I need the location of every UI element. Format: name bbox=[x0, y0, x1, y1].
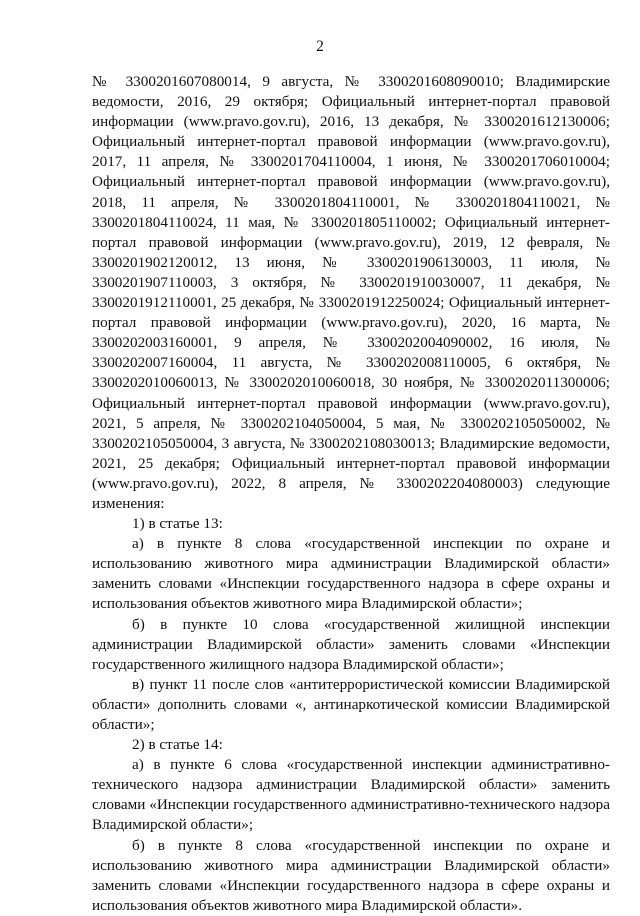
paragraph-article-13-item-a: а) в пункте 8 слова «государственной инспекции по охране и использованию животного мира администрации Владимирской области» заменить словами «Инспекции государственного надзора в сфере охраны и использования объектов животного мира Владимирской области»; bbox=[92, 535, 610, 613]
paragraph-article-14-heading: 2) в статье 14: bbox=[132, 736, 223, 754]
paragraph-article-13-heading: 1) в статье 13: bbox=[132, 515, 223, 533]
document-body bbox=[92, 72, 610, 916]
paragraph-article-13-item-b: б) в пункте 10 слова «государственной жилищной инспекции администрации Владимирской области» заменить словами «Инспекции государственного жилищного надзора Владимирской области»; bbox=[92, 615, 610, 673]
paragraph-article-14-item-a: а) в пункте 6 слова «государственной инспекции административно-технического надзора администрации Владимирской области» заменить словами «Инспекции государственного административно-технического надзора Владимирской области»; bbox=[92, 756, 610, 834]
page-number: 2 bbox=[316, 38, 324, 55]
paragraph-publication-list: № 3300201607080014, 9 августа, № 3300201608090010; Владимирские ведомости, 2016, 29 октября; Официальный интернет-портал правовой информации (www.pravo.gov.ru), 2016, 13 декабря, № 3300201612130006; Официальный интернет-портал правовой информации (www.pravo.gov.ru), 2017, 11 апреля, № 3300201704110004, 1 июня, № 3300201706010004; Официальный интернет-портал правовой информации (www.pravo.gov.ru), 2018, 11 апреля, № 3300201804110001, № 3300201804110021, № 3300201804110024, 11 мая, № 3300201805110002; Официальный интернет-портал правовой информации (www.pravo.gov.ru), 2019, 12 февраля, № 3300201902120012, 13 июня, № 3300201906130003, 11 июля, № 3300201907110003, 3 октября, № 3300201910030007, 11 декабря, № 3300201912110001, 25 декабря, № 3300201912250024; Официальный интернет-портал правовой информации (www.pravo.gov.ru), 2020, 16 марта, № 3300202003160001, 9 апреля, № 3300202004090002, 16 июля, № 3300202007160004, 11 августа, № 3300202008110005, 6 октября, № 3300202010060013, № 3300202010060018, 30 ноября, № 3300202011300006; Официальный интернет-портал правовой информации (www.pravo.gov.ru), 2021, 5 апреля, № 3300202104050004, 5 мая, № 3300202105050002, № 3300202105050004, 3 августа, № 3300202108030013; Владимирские ведомости, 2021, 25 декабря; Официальный интернет-портал правовой информации (www.pravo.gov.ru), 2022, 8 апреля, № 3300202204080003) следующие изменения: bbox=[92, 73, 610, 512]
paragraph-article-13-item-v: в) пункт 11 после слов «антитеррористической комиссии Владимирской области» дополнить словами «, антинаркотической комиссии Владимирской области»; bbox=[92, 675, 610, 733]
paragraph-article-14-item-b: б) в пункте 8 слова «государственной инспекции по охране и использованию животного мира администрации Владимирской области» заменить словами «Инспекции государственного надзора в сфере охраны и использования объектов животного мира Владимирской области». bbox=[92, 836, 610, 914]
